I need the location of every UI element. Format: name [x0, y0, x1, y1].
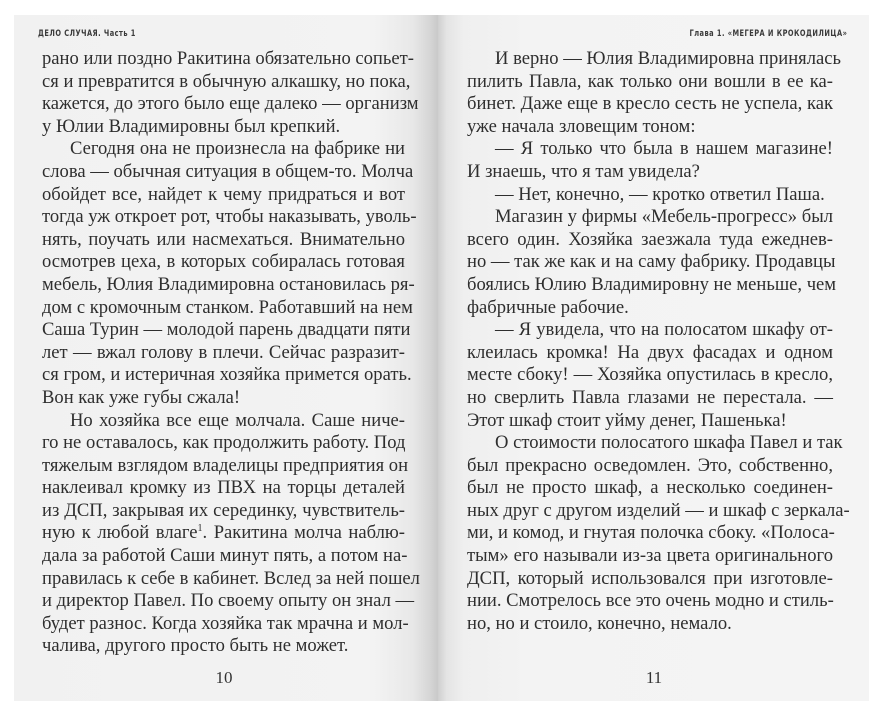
line-text: но сверлить Павла глазами не перестала. — — [467, 386, 833, 408]
line-text: нии. Смотрелось все это очень модно и стиль- — [467, 590, 834, 612]
line-text: ся и превратится в обычную алкашку, но пока, — [42, 70, 411, 92]
left-page — [14, 15, 438, 701]
page-number-right: 11 — [645, 668, 663, 687]
line-text: кажется, до этого было еще далеко — организм — [42, 93, 419, 115]
text-line — [42, 500, 405, 523]
line-text: бинет. Даже еще в кресло сесть не успела, как — [467, 93, 833, 115]
line-text: обойдет все, найдет к чему придраться и вот — [42, 183, 405, 205]
text-line — [467, 342, 833, 365]
text-line — [467, 48, 841, 71]
right-page — [438, 15, 869, 701]
line-text: Сегодня она не произнесла на фабрике ни — [70, 138, 405, 160]
line-text: О стоимости полосатого шкафа Павел и так — [495, 432, 843, 454]
line-text: И знаешь, что я там увидела? — [467, 160, 700, 182]
line-text: Этот шкаф стоит уйму денег, Пашенька! — [467, 409, 787, 431]
text-line — [467, 568, 833, 591]
text-line — [467, 251, 836, 274]
line-text: пилить Павла, как только они вошли в ее ка- — [467, 70, 833, 92]
line-text: ную к любой влаге — [42, 522, 198, 544]
line-text-tail: . Ракитина молча наблю- — [202, 522, 405, 544]
line-text: но — так же как и на саму фабрику. Продавцы — [467, 251, 836, 273]
book-title: ДЕЛО СЛУЧАЯ. — [38, 29, 102, 39]
line-text: Саша Турин — молодой парень двадцати пяти — [42, 319, 411, 341]
line-text: рано или поздно Ракитина обязательно сопьет- — [42, 48, 414, 69]
text-line — [467, 161, 833, 184]
line-text: и директор Павел. По своему опыту он знал — — [42, 590, 415, 612]
text-line — [42, 184, 405, 207]
line-text: уже начала зловещим тоном: — [467, 115, 696, 137]
text-line — [467, 71, 833, 94]
left-page-body — [42, 48, 420, 658]
line-text: клеилась кромка! На двух фасадах и одном — [467, 341, 833, 363]
line-text: правилась к себе в кабинет. Вслед за ней пошел — [42, 567, 420, 589]
line-text: был прекрасно осведомлен. Это, собственно, — [467, 454, 833, 476]
footnote-marker: 1 — [197, 523, 203, 535]
text-line — [42, 387, 405, 410]
line-text: — Я увидела, что на полосатом шкафу от- — [495, 319, 833, 341]
text-line — [467, 273, 837, 297]
text-line — [42, 364, 412, 387]
text-line — [42, 590, 415, 613]
line-text: тогда уж откроет рот, чтобы наказывать, уволь- — [42, 206, 417, 228]
text-line — [42, 567, 420, 591]
line-text: чалива, другого просто быть не может. — [42, 635, 349, 657]
text-line — [467, 387, 833, 410]
text-line — [42, 454, 409, 478]
text-line — [42, 273, 415, 297]
text-line — [467, 93, 833, 116]
line-text: тяжелым взглядом владелицы предприятия он — [42, 454, 409, 476]
text-line — [42, 116, 405, 139]
text-line — [467, 590, 833, 613]
chapter-label: Глава 1. — [689, 29, 725, 39]
text-line — [467, 477, 833, 500]
text-line — [467, 297, 833, 320]
line-text: месте сбоку! — Хозяйка опустилась в кресло, — [467, 364, 833, 386]
text-line — [467, 499, 850, 523]
line-text: ДСП, который использовался при изготовле- — [467, 567, 833, 589]
line-text: фабричные рабочие. — [467, 296, 629, 318]
text-line — [467, 432, 843, 455]
line-text: всего один. Хозяйка заезжала туда ежеднев- — [467, 228, 833, 250]
line-text: ми, и комод, и гнутая полочка сбоку. «Полоса- — [467, 522, 835, 544]
text-line — [467, 184, 833, 207]
line-text: будет разнос. Когда хозяйка так мрачна и мол- — [42, 612, 409, 634]
chapter-title: «МЕГЕРА И КРОКОДИЛИЦА» — [727, 29, 847, 39]
text-line — [467, 364, 833, 387]
text-line — [42, 70, 411, 94]
line-text: лет — вжал голову в плечи. Сейчас разразит- — [42, 341, 405, 363]
text-line — [467, 522, 833, 545]
running-head-left — [38, 27, 136, 41]
text-line — [42, 545, 408, 568]
text-line — [42, 477, 405, 500]
line-text: из ДСП, закрывая их серединку, чувствитель- — [42, 499, 405, 521]
line-text: го не оставалось, как продолжить работу. Под — [42, 432, 406, 454]
text-line — [467, 138, 833, 161]
line-text: ных друг с другом изделий — и шкаф с зеркала- — [467, 499, 850, 521]
line-text: но, но и стоило, конечно, немало. — [467, 612, 732, 634]
text-line — [42, 229, 405, 252]
text-line — [42, 296, 413, 320]
line-text: Вон как уже губы сжала! — [42, 386, 241, 408]
line-text: Но хозяйка все еще молчала. Саше ниче- — [70, 409, 405, 431]
text-line — [42, 93, 419, 116]
text-line — [42, 635, 405, 658]
text-line — [42, 319, 411, 342]
text-line — [42, 251, 405, 274]
line-text: боялись Юлию Владимировну не меньше, чем — [467, 273, 837, 295]
part-label: Часть 1 — [103, 29, 136, 39]
text-line — [42, 160, 414, 184]
text-line — [42, 138, 405, 161]
line-text: тым» его называли из-за цвета оригинального — [467, 545, 833, 567]
line-text: мебель, Юлия Владимировна остановилась ря- — [42, 273, 415, 295]
right-page-body — [467, 48, 850, 635]
line-text: И верно — Юлия Владимировна принялась — [495, 48, 841, 69]
text-line — [42, 206, 417, 229]
line-text: Магазин у фирмы «Мебель-прогресс» был — [495, 206, 833, 228]
line-text: у Юлии Владимировны был крепкий. — [42, 115, 341, 137]
text-line — [467, 206, 833, 229]
text-line — [467, 545, 833, 568]
text-line — [42, 522, 405, 545]
line-text: слова — обычная ситуация в общем-то. Молча — [42, 160, 414, 182]
text-line — [42, 432, 405, 455]
line-text: дала за работой Саши минут пять, а потом на- — [42, 545, 408, 567]
line-text: — Нет, конечно, — кротко ответил Паша. — [495, 183, 825, 205]
page-number-left: 10 — [215, 668, 233, 687]
text-line — [42, 612, 409, 636]
text-line — [467, 410, 833, 433]
line-text: дом с кромочным станком. Работавший на нем — [42, 296, 413, 318]
text-line — [42, 342, 405, 365]
running-head-right — [689, 27, 847, 41]
text-line — [42, 410, 405, 433]
line-text: наклеивал кромку из ПВХ на торцы деталей — [42, 477, 405, 499]
line-text: ся гром, и истеричная хозяйка примется орать. — [42, 364, 412, 386]
text-line — [467, 613, 833, 636]
line-text: осмотрев цеха, в которых собиралась готовая — [42, 251, 405, 273]
text-line — [467, 319, 833, 342]
line-text: — Я только что была в нашем магазине! — [495, 138, 833, 160]
line-text: нять, поучать или насмехаться. Внимательно — [42, 228, 405, 250]
text-line — [42, 48, 414, 71]
text-line — [467, 455, 833, 478]
text-line — [467, 229, 833, 252]
line-text: был не просто шкаф, а несколько соединен- — [467, 477, 833, 499]
text-line — [467, 116, 833, 139]
